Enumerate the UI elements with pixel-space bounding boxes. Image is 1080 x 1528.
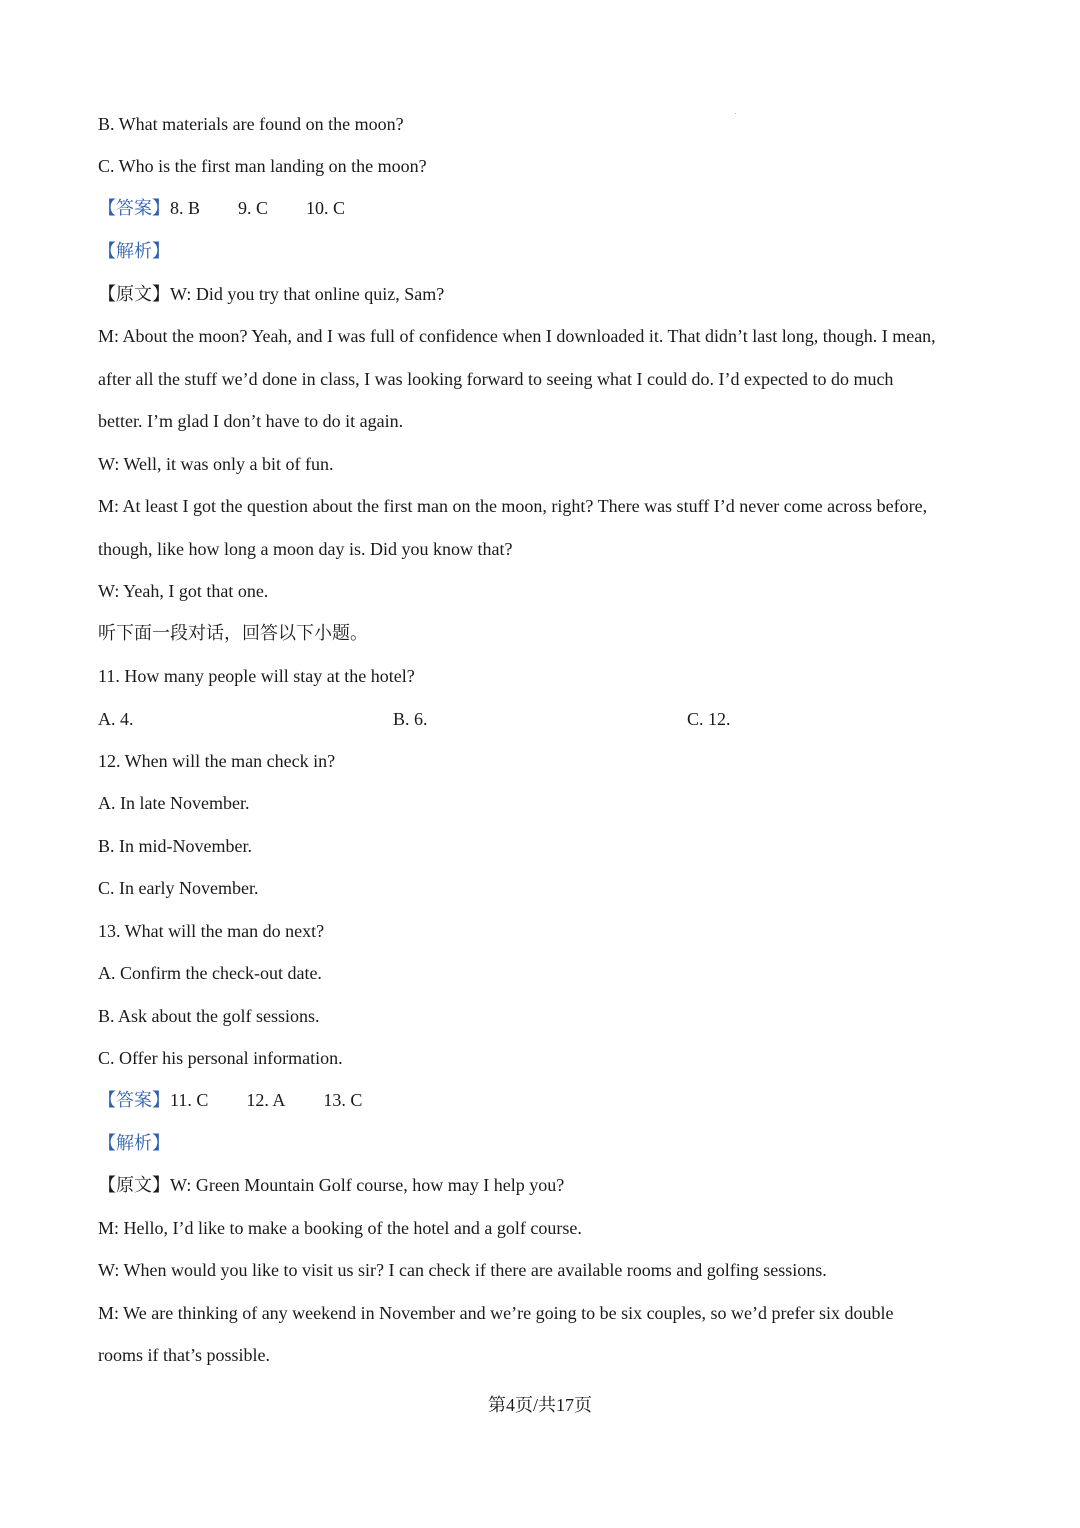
question-11: 11. How many people will stay at the hotel?: [98, 666, 415, 686]
transcript-line: W: When would you like to visit us sir? I can check if there are available rooms and golfing sessions.: [98, 1260, 827, 1280]
transcript-line: W: Did you try that online quiz, Sam?: [170, 284, 445, 304]
answer-item: 13. C: [323, 1090, 363, 1110]
q13-option-c: C. Offer his personal information.: [98, 1048, 343, 1068]
page-number-footer: 第4页/共17页: [487, 1395, 592, 1415]
section-instruction: 听下面一段对话，回答以下小题。: [98, 623, 368, 643]
transcript-label: 【原文】: [98, 1175, 170, 1195]
transcript-line: M: At least I got the question about the first man on the moon, right? There was stuff I’d never come across before,: [98, 496, 928, 516]
scan-dot: [735, 113, 736, 114]
transcript-line: better. I’m glad I don’t have to do it again.: [98, 411, 404, 431]
question-12: 12. When will the man check in?: [98, 751, 336, 771]
transcript-line: M: Hello, I’d like to make a booking of the hotel and a golf course.: [98, 1218, 582, 1238]
q13-option-a: A. Confirm the check-out date.: [98, 963, 322, 983]
q10-option-b: B. What materials are found on the moon?: [98, 114, 404, 134]
transcript-line: M: We are thinking of any weekend in November and we’re going to be six couples, so we’d prefer six double: [98, 1303, 894, 1323]
answer-row-2: [98, 1088, 362, 1112]
q11-option-c: C. 12.: [687, 709, 731, 729]
transcript-1-first: [98, 282, 444, 306]
answer-item: 12. A: [246, 1090, 286, 1110]
transcript-line: W: Yeah, I got that one.: [98, 581, 269, 601]
transcript-label: 【原文】: [98, 284, 170, 304]
analysis-label-2: 【解析】: [98, 1133, 170, 1153]
answer-item: 11. C: [170, 1090, 209, 1110]
answer-item: 9. C: [238, 198, 269, 218]
q12-option-b: B. In mid-November.: [98, 836, 252, 856]
q11-option-a: A. 4.: [98, 709, 134, 729]
q12-option-a: A. In late November.: [98, 793, 250, 813]
answer-item: 10. C: [306, 198, 346, 218]
transcript-line: M: About the moon? Yeah, and I was full of confidence when I downloaded it. That didn’t last long, though. I mean,: [98, 326, 936, 346]
transcript-line: after all the stuff we’d done in class, I was looking forward to seeing what I could do. I’d expected to do much: [98, 369, 894, 389]
q10-option-c: C. Who is the first man landing on the moon?: [98, 156, 427, 176]
transcript-line: W: Well, it was only a bit of fun.: [98, 454, 334, 474]
answer-row-1: [98, 196, 345, 220]
transcript-line: though, like how long a moon day is. Did you know that?: [98, 539, 513, 559]
q13-option-b: B. Ask about the golf sessions.: [98, 1006, 320, 1026]
analysis-label-1: 【解析】: [98, 241, 170, 261]
transcript-line: rooms if that’s possible.: [98, 1345, 270, 1365]
transcript-2-first: [98, 1173, 564, 1197]
q12-option-c: C. In early November.: [98, 878, 259, 898]
answer-label: 【答案】: [98, 198, 170, 218]
transcript-line: W: Green Mountain Golf course, how may I help you?: [170, 1175, 565, 1195]
answer-item: 8. B: [170, 198, 201, 218]
q11-option-b: B. 6.: [393, 709, 428, 729]
answer-label: 【答案】: [98, 1090, 170, 1110]
question-13: 13. What will the man do next?: [98, 921, 325, 941]
